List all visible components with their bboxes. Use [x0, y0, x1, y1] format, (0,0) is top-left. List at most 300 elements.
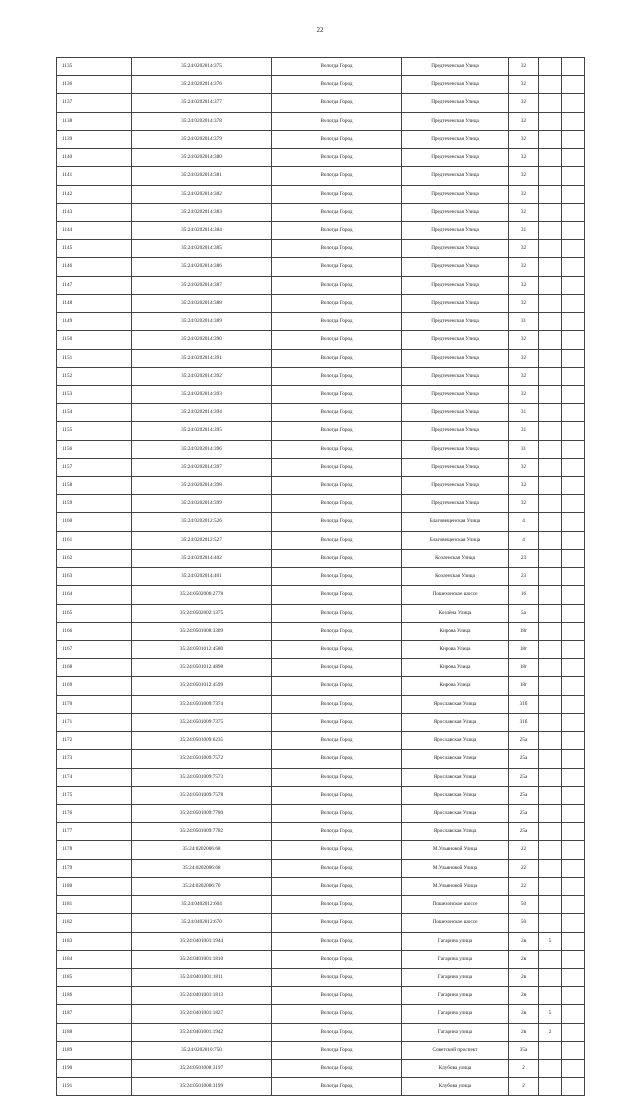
street-cell: Ярославская Улица: [402, 823, 509, 841]
house-number-cell: 32: [509, 477, 539, 495]
locality-cell: Вологда Город: [272, 1041, 402, 1059]
locality-cell: Вологда Город: [272, 513, 402, 531]
table-row: [57, 167, 585, 185]
house-number-cell: 32: [509, 130, 539, 148]
street-cell: Ярославская Улица: [402, 768, 509, 786]
extra-2-cell: [562, 513, 585, 531]
extra-1-cell: [539, 586, 562, 604]
cadastral-number-cell: 35:24:0202014:394: [132, 404, 272, 422]
locality-cell: Вологда Город: [272, 1078, 402, 1096]
extra-1-cell: [539, 914, 562, 932]
table-row: [57, 604, 585, 622]
extra-2-cell: [562, 841, 585, 859]
house-number-cell: 32: [509, 367, 539, 385]
house-number-cell: 2в: [509, 968, 539, 986]
extra-1-cell: [539, 404, 562, 422]
cadastral-number-cell: 35:24:0502006:2778: [132, 586, 272, 604]
table-row: [57, 987, 585, 1005]
extra-1-cell: [539, 294, 562, 312]
extra-2-cell: [562, 221, 585, 239]
house-number-cell: 32: [509, 458, 539, 476]
table-row: [57, 841, 585, 859]
street-cell: Предтеченская Улица: [402, 203, 509, 221]
extra-1-cell: [539, 94, 562, 112]
house-number-cell: 25а: [509, 786, 539, 804]
table-row: [57, 477, 585, 495]
locality-cell: Вологда Город: [272, 549, 402, 567]
street-cell: Ярославская Улица: [402, 713, 509, 731]
extra-2-cell: [562, 385, 585, 403]
table-row: [57, 76, 585, 94]
extra-2-cell: [562, 531, 585, 549]
street-cell: Гагарина улица: [402, 987, 509, 1005]
cadastral-number-cell: 35:24:0202014:402: [132, 549, 272, 567]
house-number-cell: 16: [509, 586, 539, 604]
locality-cell: Вологда Город: [272, 531, 402, 549]
locality-cell: Вологда Город: [272, 367, 402, 385]
extra-2-cell: [562, 203, 585, 221]
cadastral-number-cell: 35:24:0202014:380: [132, 149, 272, 167]
street-cell: Предтеченская Улица: [402, 367, 509, 385]
cadastral-number-cell: 35:24:0402012:604: [132, 896, 272, 914]
street-cell: Предтеченская Улица: [402, 422, 509, 440]
extra-2-cell: [562, 1078, 585, 1096]
house-number-cell: 35а: [509, 1041, 539, 1059]
locality-cell: Вологда Город: [272, 768, 402, 786]
street-cell: Предтеченская Улица: [402, 276, 509, 294]
row-number-cell: 1172: [57, 732, 132, 750]
extra-1-cell: [539, 331, 562, 349]
row-number-cell: 1141: [57, 167, 132, 185]
locality-cell: Вологда Город: [272, 440, 402, 458]
extra-1-cell: [539, 568, 562, 586]
cadastral-number-cell: 35:24:0401001:1942: [132, 1023, 272, 1041]
extra-1-cell: [539, 458, 562, 476]
extra-1-cell: [539, 823, 562, 841]
locality-cell: Вологда Город: [272, 877, 402, 895]
table-row: [57, 732, 585, 750]
cadastral-number-cell: 35:24:0401001:1944: [132, 932, 272, 950]
table-row: [57, 622, 585, 640]
house-number-cell: 2: [509, 1078, 539, 1096]
extra-2-cell: [562, 240, 585, 258]
row-number-cell: 1157: [57, 458, 132, 476]
extra-2-cell: [562, 732, 585, 750]
row-number-cell: 1166: [57, 622, 132, 640]
locality-cell: Вологда Город: [272, 641, 402, 659]
row-number-cell: 1168: [57, 659, 132, 677]
table-row: [57, 1041, 585, 1059]
table-row: [57, 240, 585, 258]
extra-2-cell: [562, 659, 585, 677]
extra-2-cell: [562, 950, 585, 968]
extra-1-cell: [539, 203, 562, 221]
street-cell: Предтеченская Улица: [402, 440, 509, 458]
cadastral-number-cell: 35:24:0501009:7375: [132, 713, 272, 731]
extra-1-cell: [539, 732, 562, 750]
extra-2-cell: [562, 768, 585, 786]
street-cell: Предтеченская Улица: [402, 240, 509, 258]
house-number-cell: 18г: [509, 659, 539, 677]
street-cell: Предтеченская Улица: [402, 385, 509, 403]
table-row: [57, 94, 585, 112]
extra-1-cell: [539, 877, 562, 895]
locality-cell: Вологда Город: [272, 604, 402, 622]
cadastral-number-cell: 35:24:0202014:389: [132, 313, 272, 331]
table-row: [57, 440, 585, 458]
house-number-cell: 32: [509, 167, 539, 185]
extra-1-cell: [539, 185, 562, 203]
extra-2-cell: [562, 1041, 585, 1059]
row-number-cell: 1163: [57, 568, 132, 586]
extra-2-cell: [562, 804, 585, 822]
row-number-cell: 1148: [57, 294, 132, 312]
extra-1-cell: [539, 677, 562, 695]
row-number-cell: 1135: [57, 58, 132, 76]
cadastral-number-cell: 35:24:0501009:6235: [132, 732, 272, 750]
extra-1-cell: [539, 167, 562, 185]
table-row: [57, 313, 585, 331]
house-number-cell: 18г: [509, 677, 539, 695]
cadastral-number-cell: 35:24:0501009:7782: [132, 823, 272, 841]
house-number-cell: 2в: [509, 1023, 539, 1041]
extra-2-cell: [562, 440, 585, 458]
table-row: [57, 58, 585, 76]
locality-cell: Вологда Город: [272, 1060, 402, 1078]
street-cell: Гагарина улица: [402, 932, 509, 950]
row-number-cell: 1142: [57, 185, 132, 203]
street-cell: Козленская Улица: [402, 568, 509, 586]
extra-1-cell: [539, 641, 562, 659]
locality-cell: Вологда Город: [272, 94, 402, 112]
house-number-cell: 22: [509, 841, 539, 859]
extra-2-cell: [562, 968, 585, 986]
street-cell: Кирова Улица: [402, 659, 509, 677]
extra-1-cell: [539, 221, 562, 239]
extra-1-cell: [539, 422, 562, 440]
street-cell: Предтеченская Улица: [402, 112, 509, 130]
row-number-cell: 1140: [57, 149, 132, 167]
extra-2-cell: [562, 549, 585, 567]
cadastral-number-cell: 35:24:0202012:527: [132, 531, 272, 549]
extra-1-cell: [539, 713, 562, 731]
extra-2-cell: [562, 367, 585, 385]
extra-1-cell: [539, 622, 562, 640]
cadastral-number-cell: 35:24:0202006:70: [132, 877, 272, 895]
street-cell: Ярославская Улица: [402, 804, 509, 822]
table-row: [57, 367, 585, 385]
table-row: [57, 549, 585, 567]
cadastral-number-cell: 35:24:0202014:385: [132, 240, 272, 258]
table-row: [57, 276, 585, 294]
row-number-cell: 1149: [57, 313, 132, 331]
locality-cell: Вологда Город: [272, 859, 402, 877]
row-number-cell: 1139: [57, 130, 132, 148]
house-number-cell: 25а: [509, 732, 539, 750]
extra-1-cell: [539, 313, 562, 331]
extra-1-cell: [539, 1078, 562, 1096]
cadastral-number-cell: 35:24:0501012:4599: [132, 677, 272, 695]
house-number-cell: 25а: [509, 768, 539, 786]
extra-2-cell: [562, 641, 585, 659]
street-cell: Предтеченская Улица: [402, 167, 509, 185]
extra-1-cell: [539, 58, 562, 76]
row-number-cell: 1136: [57, 76, 132, 94]
cadastral-number-cell: 35:24:0501012:4898: [132, 659, 272, 677]
row-number-cell: 1137: [57, 94, 132, 112]
extra-2-cell: [562, 1060, 585, 1078]
locality-cell: Вологда Город: [272, 622, 402, 640]
extra-2-cell: [562, 750, 585, 768]
extra-1-cell: [539, 76, 562, 94]
street-cell: Предтеченская Улица: [402, 76, 509, 94]
table-row: [57, 185, 585, 203]
house-number-cell: 32: [509, 240, 539, 258]
cadastral-number-cell: 35:24:0202014:386: [132, 258, 272, 276]
row-number-cell: 1152: [57, 367, 132, 385]
table-row: [57, 385, 585, 403]
row-number-cell: 1184: [57, 950, 132, 968]
table-row: [57, 950, 585, 968]
house-number-cell: 23: [509, 568, 539, 586]
house-number-cell: 32: [509, 331, 539, 349]
extra-1-cell: [539, 240, 562, 258]
cadastral-number-cell: 35:24:0502002:1375: [132, 604, 272, 622]
row-number-cell: 1176: [57, 804, 132, 822]
row-number-cell: 1162: [57, 549, 132, 567]
cadastral-number-cell: 35:24:0202014:391: [132, 349, 272, 367]
street-cell: Предтеченская Улица: [402, 313, 509, 331]
street-cell: М.Ульяновой Улица: [402, 859, 509, 877]
locality-cell: Вологда Город: [272, 477, 402, 495]
row-number-cell: 1158: [57, 477, 132, 495]
table-row: [57, 149, 585, 167]
extra-2-cell: [562, 622, 585, 640]
extra-1-cell: [539, 768, 562, 786]
extra-1-cell: [539, 750, 562, 768]
row-number-cell: 1153: [57, 385, 132, 403]
cadastral-number-cell: 35:24:0202014:393: [132, 385, 272, 403]
locality-cell: Вологда Город: [272, 76, 402, 94]
row-number-cell: 1154: [57, 404, 132, 422]
locality-cell: Вологда Город: [272, 313, 402, 331]
house-number-cell: 32: [509, 276, 539, 294]
row-number-cell: 1170: [57, 695, 132, 713]
street-cell: Клубова улица: [402, 1078, 509, 1096]
locality-cell: Вологда Город: [272, 1005, 402, 1023]
cadastral-number-cell: 35:24:0202014:397: [132, 458, 272, 476]
house-number-cell: 31б: [509, 695, 539, 713]
extra-2-cell: [562, 1005, 585, 1023]
table-row: [57, 586, 585, 604]
row-number-cell: 1178: [57, 841, 132, 859]
house-number-cell: 2в: [509, 1005, 539, 1023]
house-number-cell: 32: [509, 495, 539, 513]
locality-cell: Вологда Город: [272, 732, 402, 750]
house-number-cell: 4: [509, 531, 539, 549]
extra-1-cell: [539, 841, 562, 859]
cadastral-number-cell: 35:24:0402012:670: [132, 914, 272, 932]
extra-2-cell: [562, 94, 585, 112]
extra-2-cell: [562, 349, 585, 367]
house-number-cell: 2в: [509, 950, 539, 968]
street-cell: Козлёна Улица: [402, 604, 509, 622]
locality-cell: Вологда Город: [272, 713, 402, 731]
house-number-cell: 25а: [509, 823, 539, 841]
row-number-cell: 1144: [57, 221, 132, 239]
row-number-cell: 1159: [57, 495, 132, 513]
extra-1-cell: [539, 112, 562, 130]
table-row: [57, 458, 585, 476]
table-row: [57, 968, 585, 986]
extra-1-cell: [539, 531, 562, 549]
cadastral-number-cell: 35:24:0202014:399: [132, 495, 272, 513]
cadastral-number-cell: 35:24:0202014:375: [132, 58, 272, 76]
street-cell: Благовещенская Улица: [402, 513, 509, 531]
row-number-cell: 1160: [57, 513, 132, 531]
house-number-cell: 5а: [509, 604, 539, 622]
row-number-cell: 1183: [57, 932, 132, 950]
house-number-cell: 4: [509, 513, 539, 531]
extra-2-cell: [562, 586, 585, 604]
street-cell: Козленская Улица: [402, 549, 509, 567]
table-row: [57, 112, 585, 130]
table-row: [57, 932, 585, 950]
row-number-cell: 1190: [57, 1060, 132, 1078]
extra-2-cell: [562, 130, 585, 148]
table-row: [57, 695, 585, 713]
house-number-cell: 25а: [509, 804, 539, 822]
extra-1-cell: [539, 950, 562, 968]
row-number-cell: 1138: [57, 112, 132, 130]
table-row: [57, 1078, 585, 1096]
cadastral-number-cell: 35:24:0501008:3197: [132, 1060, 272, 1078]
street-cell: Пошехонское шоссе: [402, 914, 509, 932]
extra-1-cell: 2: [539, 1023, 562, 1041]
row-number-cell: 1173: [57, 750, 132, 768]
extra-2-cell: [562, 914, 585, 932]
extra-2-cell: [562, 112, 585, 130]
locality-cell: Вологда Город: [272, 841, 402, 859]
extra-2-cell: [562, 477, 585, 495]
locality-cell: Вологда Город: [272, 786, 402, 804]
house-number-cell: 22: [509, 877, 539, 895]
locality-cell: Вологда Город: [272, 331, 402, 349]
locality-cell: Вологда Город: [272, 987, 402, 1005]
house-number-cell: 31б: [509, 713, 539, 731]
house-number-cell: 22: [509, 859, 539, 877]
extra-1-cell: [539, 513, 562, 531]
street-cell: Предтеченская Улица: [402, 130, 509, 148]
locality-cell: Вологда Город: [272, 750, 402, 768]
street-cell: Ярославская Улица: [402, 750, 509, 768]
house-number-cell: 2: [509, 1060, 539, 1078]
locality-cell: Вологда Город: [272, 1023, 402, 1041]
locality-cell: Вологда Город: [272, 112, 402, 130]
locality-cell: Вологда Город: [272, 221, 402, 239]
table-row: [57, 914, 585, 932]
locality-cell: Вологда Город: [272, 586, 402, 604]
row-number-cell: 1179: [57, 859, 132, 877]
extra-1-cell: [539, 604, 562, 622]
row-number-cell: 1165: [57, 604, 132, 622]
extra-1-cell: [539, 258, 562, 276]
street-cell: Советский проспект: [402, 1041, 509, 1059]
cadastral-number-cell: 35:24:0501009:7572: [132, 750, 272, 768]
row-number-cell: 1147: [57, 276, 132, 294]
street-cell: Предтеченская Улица: [402, 258, 509, 276]
row-number-cell: 1167: [57, 641, 132, 659]
street-cell: Предтеченская Улица: [402, 294, 509, 312]
row-number-cell: 1189: [57, 1041, 132, 1059]
house-number-cell: 31: [509, 313, 539, 331]
table-row: [57, 1005, 585, 1023]
street-cell: Предтеченская Улица: [402, 458, 509, 476]
extra-2-cell: [562, 695, 585, 713]
cadastral-number-cell: 35:24:0202014:382: [132, 185, 272, 203]
row-number-cell: 1169: [57, 677, 132, 695]
cadastral-number-cell: 35:24:0501009:7374: [132, 695, 272, 713]
extra-1-cell: [539, 149, 562, 167]
extra-1-cell: [539, 477, 562, 495]
house-number-cell: 32: [509, 294, 539, 312]
extra-2-cell: [562, 987, 585, 1005]
locality-cell: Вологда Город: [272, 349, 402, 367]
house-number-cell: 31: [509, 440, 539, 458]
extra-1-cell: [539, 549, 562, 567]
street-cell: Предтеченская Улица: [402, 331, 509, 349]
extra-2-cell: [562, 1023, 585, 1041]
table-row: [57, 768, 585, 786]
table-row: [57, 659, 585, 677]
table-row: [57, 750, 585, 768]
table-row: [57, 422, 585, 440]
extra-2-cell: [562, 331, 585, 349]
cadastral-number-cell: 35:24:0501009:7578: [132, 786, 272, 804]
street-cell: Предтеченская Улица: [402, 349, 509, 367]
row-number-cell: 1155: [57, 422, 132, 440]
extra-1-cell: [539, 385, 562, 403]
row-number-cell: 1177: [57, 823, 132, 841]
locality-cell: Вологда Город: [272, 932, 402, 950]
table-row: [57, 203, 585, 221]
extra-1-cell: [539, 968, 562, 986]
locality-cell: Вологда Город: [272, 950, 402, 968]
cadastral-number-cell: 35:24:0202014:401: [132, 568, 272, 586]
street-cell: Кирова Улица: [402, 641, 509, 659]
house-number-cell: 31: [509, 221, 539, 239]
extra-2-cell: [562, 258, 585, 276]
table-body: [57, 58, 585, 1096]
locality-cell: Вологда Город: [272, 823, 402, 841]
extra-1-cell: [539, 440, 562, 458]
street-cell: М.Ульяновой Улица: [402, 841, 509, 859]
locality-cell: Вологда Город: [272, 149, 402, 167]
extra-1-cell: [539, 1060, 562, 1078]
locality-cell: Вологда Город: [272, 58, 402, 76]
extra-2-cell: [562, 859, 585, 877]
extra-2-cell: [562, 149, 585, 167]
street-cell: Благовещенская Улица: [402, 531, 509, 549]
table-row: [57, 258, 585, 276]
cadastral-number-cell: 35:24:0202014:383: [132, 203, 272, 221]
table-row: [57, 331, 585, 349]
extra-2-cell: [562, 422, 585, 440]
extra-2-cell: [562, 167, 585, 185]
table-row: [57, 786, 585, 804]
house-number-cell: 32: [509, 349, 539, 367]
locality-cell: Вологда Город: [272, 167, 402, 185]
